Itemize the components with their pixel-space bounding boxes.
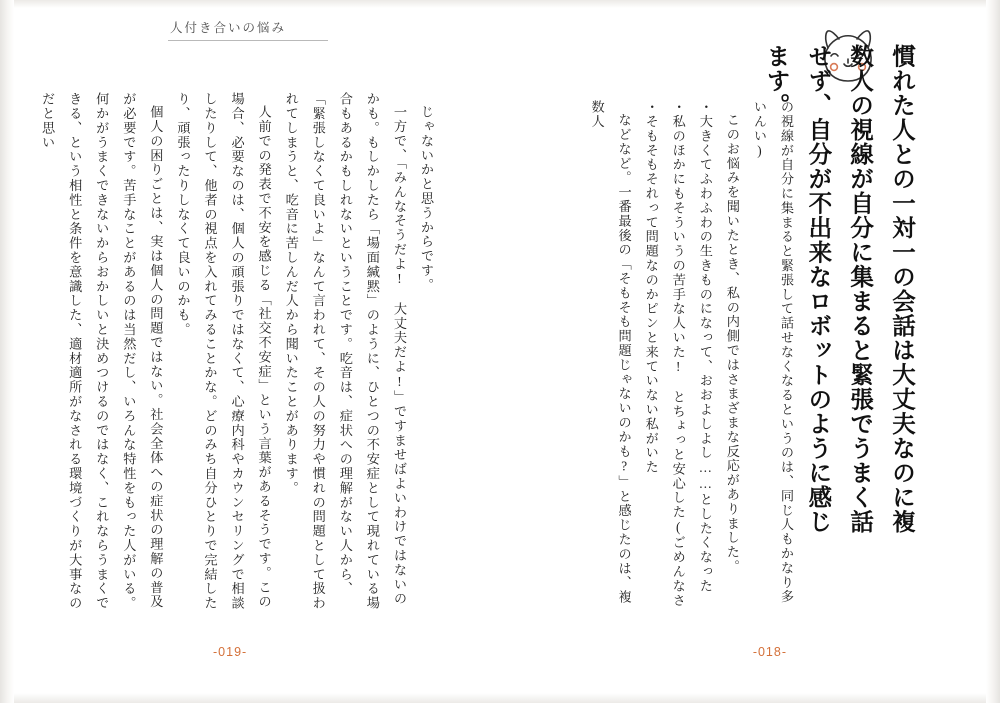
right-page-body bbox=[550, 100, 800, 612]
page-headline: 慣れた人との一対一の会話は大丈夫なのに複数人の視線が自分に集まると緊張でうまく話せず、自分が不出来なロボットのように感じます。 bbox=[762, 44, 916, 534]
running-head: 人付き合いの悩み bbox=[170, 21, 287, 35]
bullet-item: ・私のほかにもそういうの苦手な人いた! とちょっと安心した(ごめんなさ bbox=[670, 100, 686, 608]
folio-page-number: -019- bbox=[213, 645, 248, 659]
paragraph: 個人の困りごとは、実は個人の問題ではない。社会全体への症状の理解の普及が必要です。苦手なことがあるのは当然だし、いろんな特性をもった人がいる。何かがうまくできないからおかしいと決めつけるのではなく、これならうまくできる、という相性と条件を意識した、適材適所がなされる環境づくりが大事なのだと思い bbox=[40, 92, 164, 611]
folio-page-number: -018- bbox=[752, 645, 787, 659]
bullet-item: ・そもそもそれって問題なのかピンと来ていない私がいた bbox=[643, 100, 659, 475]
left-page-body bbox=[40, 92, 440, 612]
paragraph: このお悩みを聞いたとき、私の内側ではさまざまな反応がありました。 bbox=[724, 113, 740, 574]
paragraph: じゃないかと思うからです。 bbox=[419, 105, 434, 293]
paragraph: の視線が自分に集まると緊張して話せなくなるというのは、同じ人もかなり多いんい) bbox=[751, 100, 794, 604]
paragraph: などなど。一番最後の「そもそも問題じゃないのかも?」と感じたのは、複数人 bbox=[589, 100, 632, 605]
paragraph: 人前での発表で不安を感じる「社交不安症」という言葉があるそうです。この場合、必要なのは、個人の頑張りではなくて、心療内科やカウンセリングで相談したりして、他者の視点を入れてみることかな。どのみち自分ひとりで完結したり、頑張ったりしなくて良いのかも。 bbox=[175, 92, 272, 611]
paragraph: 一方で、「みんなそうだよ! 大丈夫だよ!」ですませばよいわけではないのかも。もしかしたら「場面緘黙」のように、ひとつの不安症として現れている場合もあるかもしれないということです。吃音は、症状への理解がない人から、「緊張しなくて良いよ」なんて言われて、その人の努力や慣れの問題として扱われてしまうと、吃音に苦しんだ人から聞いたことがあります。 bbox=[283, 92, 407, 611]
right-page bbox=[500, 0, 1000, 703]
bullet-item: ・大きくてふわふわの生きものになって、おおよしよし……としたくなった bbox=[697, 100, 713, 594]
running-head-rule bbox=[168, 40, 328, 41]
